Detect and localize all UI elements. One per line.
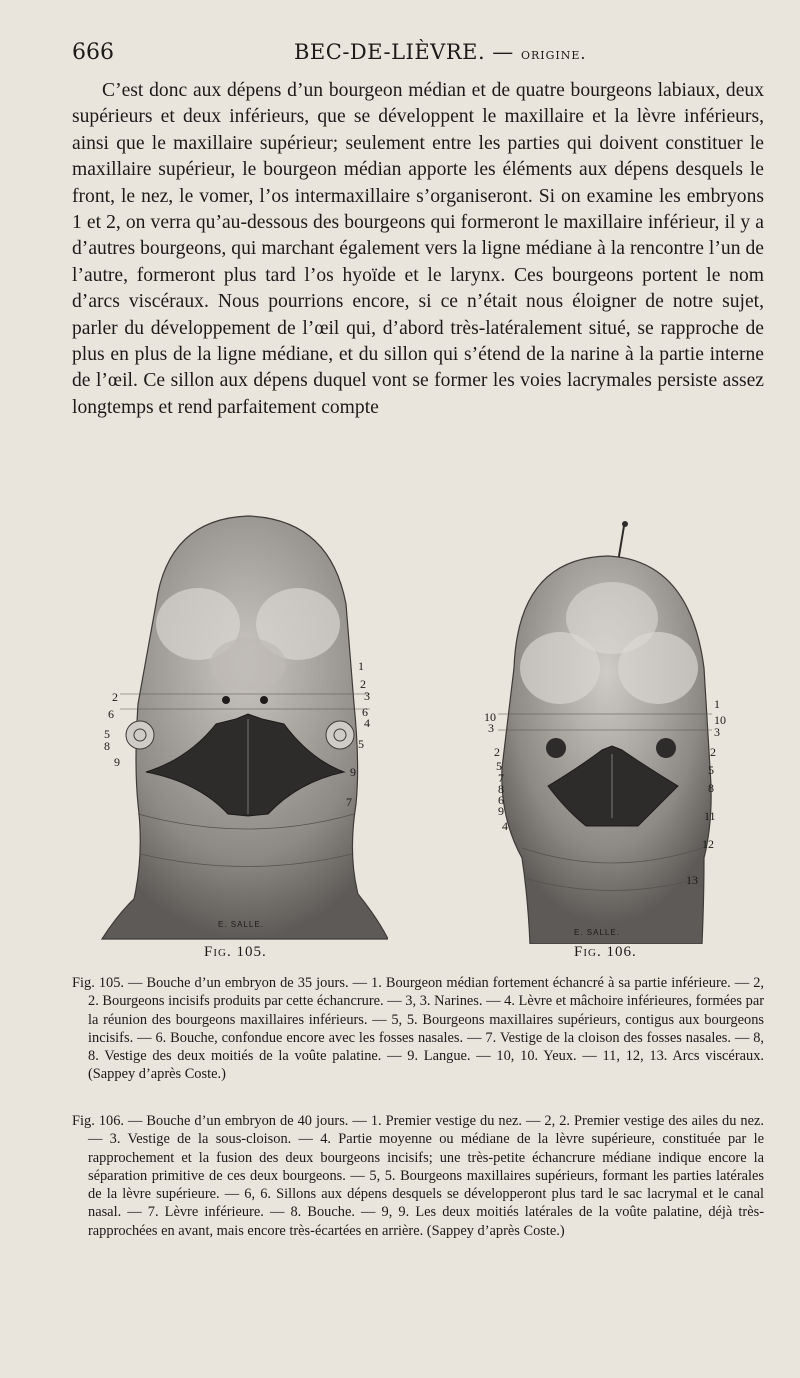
body-paragraph: C’est donc aux dépens d’un bourgeon médian et de quatre bourgeons labiaux, deux supérieurs et deux inférieurs, que se développent le maxillaire et la lèvre inférieurs, ainsi que le maxillaire supérieur; seulement entre les parties qui doivent constituer le maxillaire supérieur, le bourgeon médian apporte les éléments aux dépens desquels le front, le nez, le vomer, l’os intermaxillaire s’organiseront. Si on examine les embryons 1 et 2, on verra qu’au-dessous des bourgeons qui formeront le maxillaire inférieur, il y a d’autres bourgeons, qui marchant également vers la ligne médiane à la rencontre l’un de l’autre, formeront plus tard l’os hyoïde et le larynx. Ces bourgeons portent le nom d’arcs viscéraux. Nous pourrions encore, si ce n’était nous éloigner de notre sujet, parler du développement de l’œil qui, d’abord très-latéralement situé, se rapproche de plus en plus de la ligne médiane, et du sillon qui s’étend de la narine à la partie interne de l’œil. Ce sillon aux dépens duquel vont se former les voies lacrymales persiste assez longtemps et rend parfaitement compte xyxy=(72,80,764,418)
fig106-left-number: 5 xyxy=(496,759,502,773)
fig105-right-number: 9 xyxy=(350,765,356,779)
fig105-right-number: 6 xyxy=(362,705,368,719)
fig105-left-number: 5 xyxy=(104,727,110,741)
fig106-right-number: 3 xyxy=(714,725,720,739)
fig106-right-number: 10 xyxy=(714,713,726,727)
figure-106-label: Fig. 106. xyxy=(574,944,637,960)
fig106-left-number: 6 xyxy=(498,793,504,807)
running-title-main: BEC-DE-LIÈVRE. — xyxy=(294,40,514,64)
figure-105 xyxy=(98,514,388,944)
fig106-left-number: 7 xyxy=(498,771,504,785)
fig106-right-number: 12 xyxy=(702,837,714,851)
figure-105-label: Fig. 105. xyxy=(204,944,267,960)
fig106-left-number: 2 xyxy=(494,745,500,759)
figure-105-caption-text: Fig. 105. — Bouche d’un embryon de 35 jours. — 1. Bourgeon médian fortement échancré à sa partie inférieure. — 2, 2. Bourgeons incisifs produits par cette échancrure. — 3, 3. Narines. — 4. Lèvre et mâchoire inférieures, formées par la réunion des bourgeons maxillaires inférieurs. — 5, 5. Bourgeons maxillaires supérieurs, contigus aux bourgeons incisifs. — 6. Bouche, confondue encore avec les fosses nasales. — 7. Vestige de la cloison des fosses nasales. — 8, 8. Vestige des deux moitiés de la voûte palatine. — 9. Langue. — 10, 10. Yeux. — 11, 12, 13. Arcs viscéraux. (Sappey d’après Coste.) xyxy=(72,975,764,1083)
fig106-left-number: 10 xyxy=(484,710,496,724)
fig105-right-number: 7 xyxy=(346,795,352,809)
fig105-right-number: 4 xyxy=(364,716,370,730)
fig105-left-number: 8 xyxy=(104,739,110,753)
running-head xyxy=(72,40,760,70)
figure-106 xyxy=(478,518,726,944)
figure-105-illustration xyxy=(98,514,388,944)
fig106-left-number: 9 xyxy=(498,804,504,818)
fig105-right-number: 1 xyxy=(358,659,364,673)
fig105-right-number: 5 xyxy=(358,737,364,751)
figure-105-caption xyxy=(72,974,764,1084)
fig106-right-number: 5 xyxy=(708,763,714,777)
figure-106-caption-text: Fig. 106. — Bouche d’un embryon de 40 jours. — 1. Premier vestige du nez. — 2, 2. Premier vestige des ailes du nez. — 3. Vestige de la sous-cloison. — 4. Partie moyenne ou médiane de la lèvre supérieure, constituée par le rapprochement et la fusion des deux bourgeons incisifs; une très-petite échancrure médiane indique encore la séparation primitive de ces deux bourgeons. — 5, 5. Bourgeons maxillaires supérieurs, formant les parties latérales de la lèvre supérieure. — 6, 6. Sillons aux dépens desquels se développeront plus tard le sac lacrymal et le canal nasal. — 7. Lèvre inférieure. — 8. Bouche. — 9, 9. Les deux moitiés latérales de la voûte palatine, déjà très-rapprochées en avant, mais encore très-écartées en arrière. (Sappey d’après Coste.) xyxy=(72,1113,764,1239)
fig106-right-number: 2 xyxy=(710,745,716,759)
fig106-right-number: 1 xyxy=(714,697,720,711)
running-title xyxy=(294,40,587,64)
figure-106-caption xyxy=(72,1112,764,1240)
page-number: 666 xyxy=(72,40,114,65)
fig106-left-number: 4 xyxy=(502,819,508,833)
fig105-left-number: 9 xyxy=(114,755,120,769)
engraver-signature: E. SALLE. xyxy=(574,928,620,937)
fig106-left-number: 3 xyxy=(488,721,494,735)
fig105-right-number: 3 xyxy=(364,689,370,703)
fig105-right-number: 2 xyxy=(360,677,366,691)
running-title-sub: origine. xyxy=(521,44,587,63)
engraver-signature: E. SALLE. xyxy=(218,920,264,929)
fig106-right-number: 8 xyxy=(708,781,714,795)
fig105-left-number: 2 xyxy=(112,690,118,704)
fig105-left-number: 6 xyxy=(108,707,114,721)
fig106-right-number: 11 xyxy=(704,809,716,823)
fig106-left-number: 8 xyxy=(498,782,504,796)
fig106-right-number: 13 xyxy=(686,873,698,887)
